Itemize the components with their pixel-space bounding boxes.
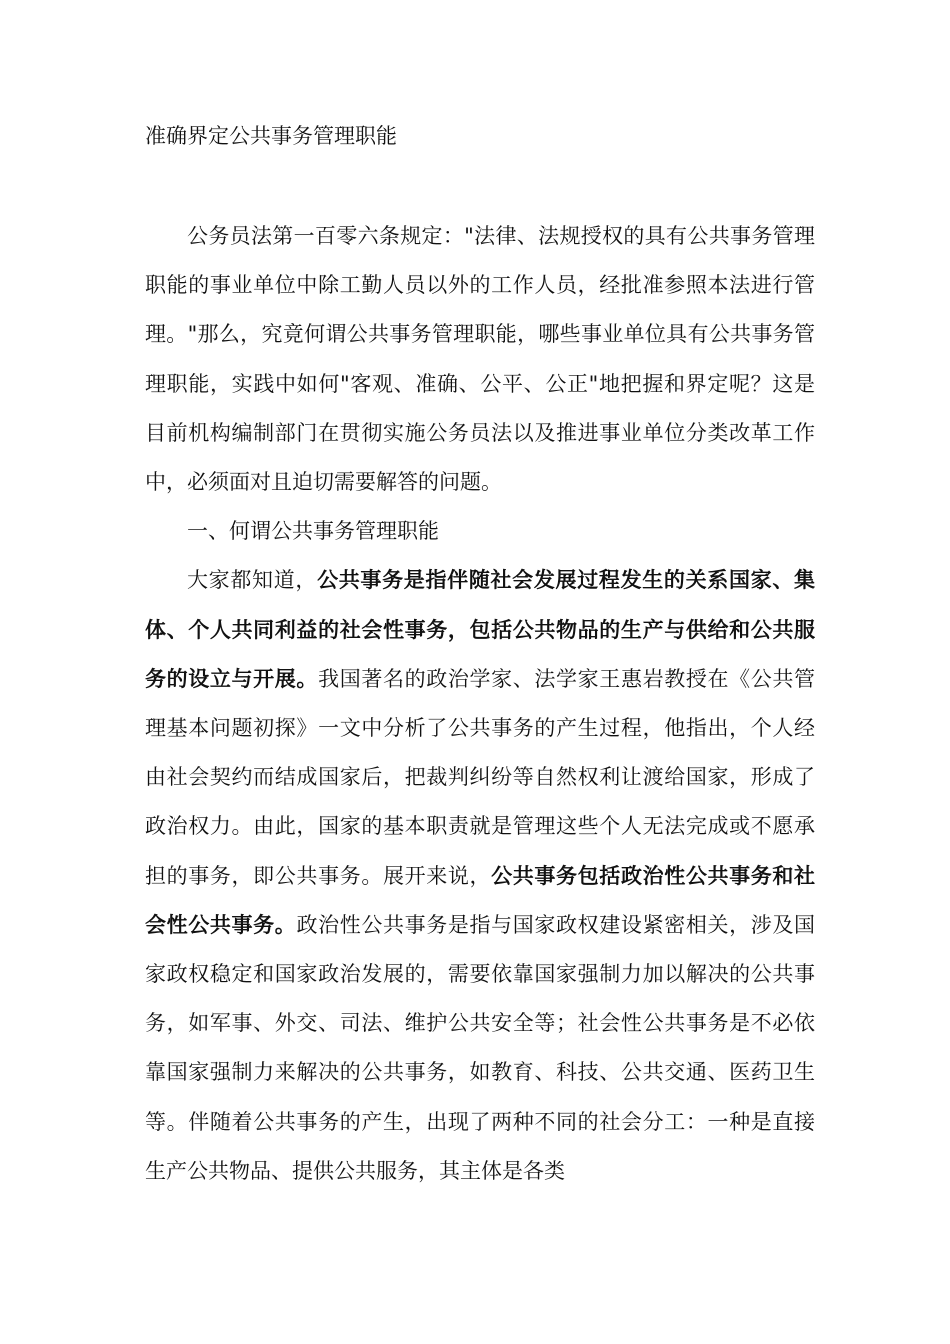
section-heading-text: 一、何谓公共事务管理职能 [187, 519, 439, 544]
paragraph-intro-text: 公务员法第一百零六条规定："法律、法规授权的具有公共事务管理职能的事业单位中除工勤人员以外的工作人员，经批准参照本法进行管理。"那么，究竟何谓公共事务管理职能，哪些事业单位具有公共事务管理职能，实践中如何"客观、准确、公平、公正"地把握和界定呢？这是目前机构编制部门在贯彻实施公务员法以及推进事业单位分类改革工作中，必须面对且迫切需要解答的问题。 [145, 224, 815, 495]
bold-text-run: 公共事务包括政治性公共事务和社会性公共事务。 [145, 863, 816, 937]
document-body [145, 212, 815, 1196]
paragraph-intro [145, 212, 815, 507]
bold-text-run: 公共事务是指伴随社会发展过程发生的关系国家、集体、个人共同利益的社会性事务，包括公共物品的生产与供给和公共服务的设立与开展。 [145, 568, 816, 691]
document-title: 准确界定公共事务管理职能 [145, 124, 397, 148]
paragraph-public-affairs [145, 556, 815, 1196]
text-run: 大家都知道， [187, 568, 318, 593]
section-heading [145, 507, 815, 556]
text-run: 政治性公共事务是指与国家政权建设紧密相关，涉及国家政权稳定和国家政治发展的，需要依靠国家强制力加以解决的公共事务，如军事、外交、司法、维护公共安全等；社会性公共事务是不必依靠国家强制力来解决的公共事务，如教育、科技、公共交通、医药卫生等。伴随着公共事务的产生，出现了两种不同的社会分工：一种是直接生产公共物品、提供公共服务，其主体是各类 [145, 912, 816, 1183]
text-run: 我国著名的政治学家、法学家王惠岩教授在《公共管理基本问题初探》一文中分析了公共事务的产生过程，他指出，个人经由社会契约而结成国家后，把裁判纠纷等自然权利让渡给国家，形成了政治权力。由此，国家的基本职责就是管理这些个人无法完成或不愿承担的事务，即公共事务。展开来说， [145, 666, 816, 888]
